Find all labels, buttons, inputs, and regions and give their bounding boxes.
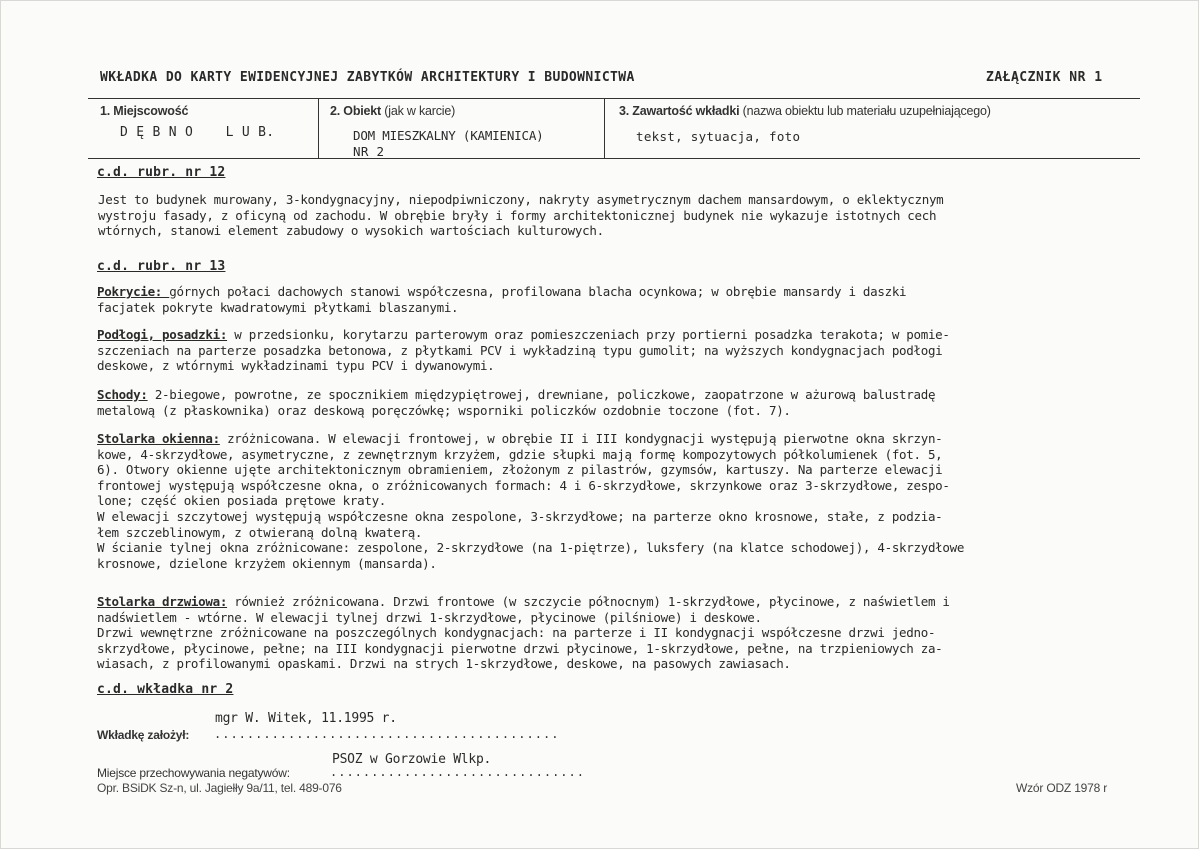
rubr12-text: Jest to budynek murowany, 3-kondygnacyjny, niepodpiwniczony, nakryty asymetrycznym dachem mansardowym, o eklektycznym wystroju fasady, z oficyną od zachodu. W obrębie bryły i formy architektonicznej budynek nie wykazuje istotnych cech wtórnych, stanowi element zabudowy o wysokich wartościach kulturowych.: [98, 192, 944, 239]
roofing-text: górnych połaci dachowych stanowi współczesna, profilowana blacha ocynkowa; w obrębie mansardy i daszki facjatek pokryte kwadratowymi płytkami blaszanymi.: [97, 284, 907, 315]
doors-label: Stolarka drzwiowa:: [97, 594, 228, 609]
windows-label: Stolarka okienna:: [97, 431, 220, 446]
wkladka-heading: c.d. wkładka nr 2: [97, 682, 234, 697]
author-value: mgr W. Witek, 11.1995 r.: [215, 711, 397, 726]
stairs-label: Schody:: [97, 387, 148, 402]
box-bottom-rule: [88, 158, 1140, 159]
floors-label: Podłogi, posadzki:: [97, 327, 228, 342]
annex-number: ZAŁĄCZNIK NR 1: [986, 70, 1103, 85]
box1-label: 1. Miejscowość: [100, 104, 189, 118]
locality-value: D Ę B N O L U B.: [120, 125, 275, 140]
doors-text: również zróżnicowana. Drzwi frontowe (w szczycie północnym) 1-skrzydłowe, płycinowe, z naświetlem i nadświetlem - wtórne. W elewacji tylnej drzwi 1-skrzydłowe, płycinowe (pilśniowe) i deskowe. Drzwi wewnętrzne zróżnicowane na poszczególnych kondygnacjach: na parterze i II kondygnacji współczesne drzwi jedno- skrzydłowe, płycinowe, pełne; na III kondygnacji pierwotne drzwi płycinowe, 1-skrzydłowe, pełne, na trzpieniowych za- wiasach, z profilowanymi opaskami. Drzwi na strych 1-skrzydłowe, deskowe, na pasowych zawiasach.: [97, 594, 950, 672]
storage-value: PSOZ w Gorzowie Wlkp.: [332, 752, 492, 767]
rubr13-heading: c.d. rubr. nr 13: [97, 259, 226, 274]
roofing-label: Pokrycie:: [97, 284, 170, 299]
box-top-rule: [88, 98, 1140, 99]
windows-paragraph: [97, 431, 964, 571]
box-divider-2: [604, 98, 605, 158]
box2-label: 2. Obiekt (jak w karcie): [330, 104, 456, 118]
rubr12-heading: c.d. rubr. nr 12: [97, 165, 226, 180]
storage-label: Miejsce przechowywania negatywów:: [97, 766, 290, 780]
roofing-paragraph: [97, 284, 906, 315]
object-value-line1: DOM MIESZKALNY (KAMIENICA): [353, 128, 544, 143]
printer-note: Opr. BSiDK Sz-n, ul. Jagiełły 9a/11, tel. 489-076: [97, 781, 342, 795]
page-title: WKŁADKA DO KARTY EWIDENCYJNEJ ZABYTKÓW ARCHITEKTURY I BUDOWNICTWA: [100, 70, 635, 85]
box2-hint: (jak w karcie): [381, 104, 456, 118]
object-value-line2: NR 2: [353, 144, 385, 159]
box-divider-1: [318, 98, 319, 158]
floors-text: w przedsionku, korytarzu parterowym oraz pomieszczeniach przy portierni posadzka terakota; w pomie- szczeniach na parterze posadzka betonowa, z płytkami PCV i wykładziną typu gumolit; na wyższych kondygnacjach podłogi deskowe, z wtórnymi wykładzinami typu PCV i dywanowymi.: [97, 327, 950, 374]
storage-dots: ...............................: [330, 765, 585, 779]
box3-hint: (nazwa obiektu lub materiału uzupełniającego): [739, 104, 991, 118]
floors-paragraph: [97, 327, 950, 374]
doors-paragraph: [97, 594, 950, 672]
windows-text: zróżnicowana. W elewacji frontowej, w obrębie II i III kondygnacji występują pierwotne okna skrzyn- kowe, 4-skrzydłowe, asymetryczne, z zewnętrznym krzyżem, gdzie słupki mają formę kompozytowych półkolumienek (fot. 5, 6). Otwory okienne ujęte architektonicznym obramieniem, złożonym z pilastrów, gzymsów, kartuszy. Na parterze elewacji frontowej występują współczesne okna, o zróżnicowanych formach: 4 i 6-skrzydłowe, skrzynkowe oraz 3-skrzydłowe, zespo- lone; część okien posiada prętowe kraty. W elewacji szczytowej występują współczesne okna zespolone, 3-skrzydłowe; na parterze okno krosnowe, stałe, z podzia- łem szczeblinowym, z otwieraną dolną kwaterą. W ścianie tylnej okna zróżnicowane: zespolone, 2-skrzydłowe (na 1-piętrze), luksfery (na klatce schodowej), 4-skrzydłowe krosnowe, dzielone krzyżem okiennym (mansarda).: [97, 431, 965, 571]
box3-label: 3. Zawartość wkładki (nazwa obiektu lub materiału uzupełniającego): [619, 104, 991, 118]
author-dots: ..........................................: [214, 727, 560, 741]
stairs-paragraph: [97, 387, 935, 418]
stairs-text: 2-biegowe, powrotne, ze spocznikiem międzypiętrowej, drewniane, policzkowe, zaopatrzone w ażurową balustradę metalową (z płaskownika) oraz deskową poręczówkę; wsporniki policzków ozdobnie toczone (fot. 7).: [97, 387, 936, 418]
author-label: Wkładkę założył:: [97, 728, 190, 742]
form-model: Wzór ODZ 1978 r: [1016, 781, 1108, 795]
content-value: tekst, sytuacja, foto: [636, 129, 801, 144]
